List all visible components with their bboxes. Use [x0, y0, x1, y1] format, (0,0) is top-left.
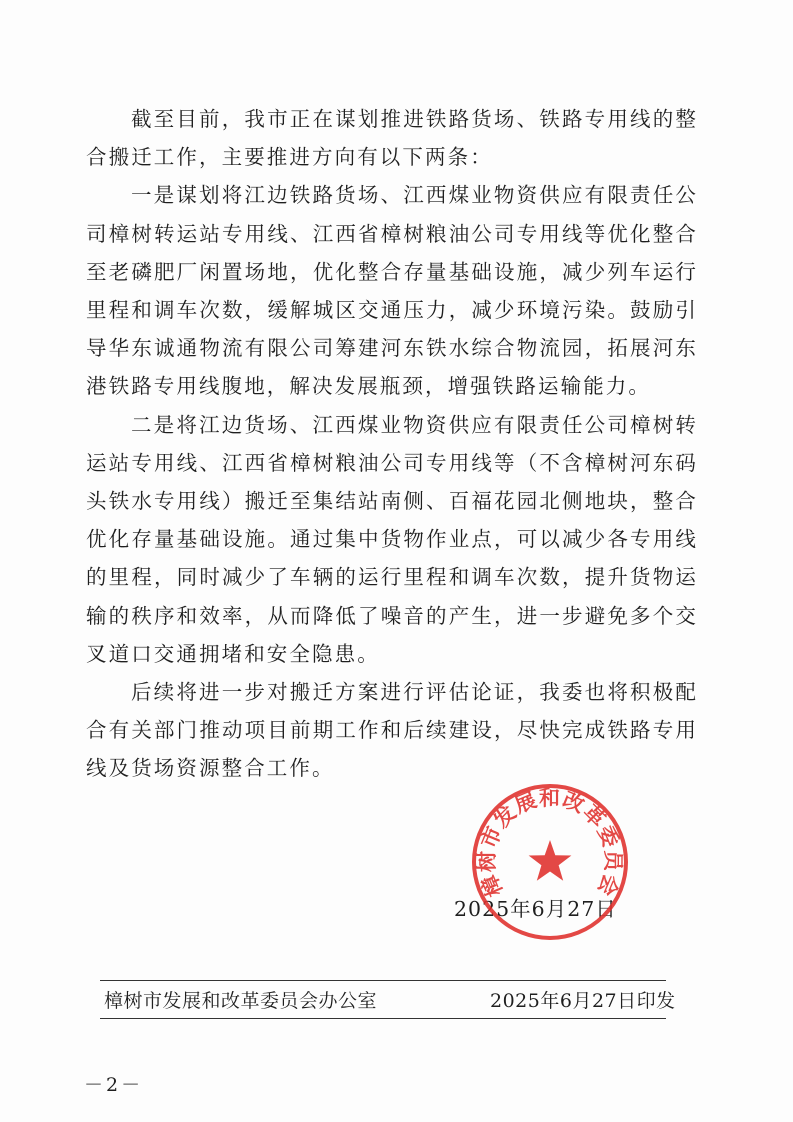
paragraph-follow-up: 后续将进一步对搬迁方案进行评估论证，我委也将积极配合有关部门推动项目前期工作和后续建设，尽快完成铁路专用线及货场资源整合工作。	[86, 680, 698, 781]
footer-issuing-office: 樟树市发展和改革委员会办公室	[104, 990, 378, 1012]
page-number: －2－	[84, 1074, 144, 1096]
document-body	[86, 100, 698, 788]
footer-divider-top	[100, 980, 666, 981]
paragraph-option-one: 一是谋划将江边铁路货场、江西煤业物资供应有限责任公司樟树转运站专用线、江西省樟树粮油公司专用线等优化整合至老磷肥厂闲置场地，优化整合存量基础设施，减少列车运行里程和调车次数，缓解城区交通压力，减少环境污染。鼓励引导华东诚通物流有限公司筹建河东铁水综合物流园，拓展河东港铁路专用线腹地，解决发展瓶颈，增强铁路运输能力。	[86, 183, 698, 399]
seal-text: 樟树市发展和改革委员会	[474, 785, 626, 901]
paragraph-intro: 截至目前，我市正在谋划推进铁路货场、铁路专用线的整合搬迁工作，主要推进方向有以下两条：	[86, 107, 698, 170]
official-seal-icon	[470, 782, 630, 942]
footer-divider-bottom	[100, 1018, 666, 1019]
signature-date: 2025年6月27日	[454, 897, 617, 921]
paragraph-option-two: 二是将江边货场、江西煤业物资供应有限责任公司樟树转运站专用线、江西省樟树粮油公司专用线等（不含樟树河东码头铁水专用线）搬迁至集结站南侧、百福花园北侧地块，整合优化存量基础设施。通过集中货物作业点，可以减少各专用线的里程，同时减少了车辆的运行里程和调车次数，提升货物运输的秩序和效率，从而降低了噪音的产生，进一步避免多个交叉道口交通拥堵和安全隐患。	[86, 412, 698, 666]
footer-issue-date: 2025年6月27日印发	[490, 990, 676, 1012]
